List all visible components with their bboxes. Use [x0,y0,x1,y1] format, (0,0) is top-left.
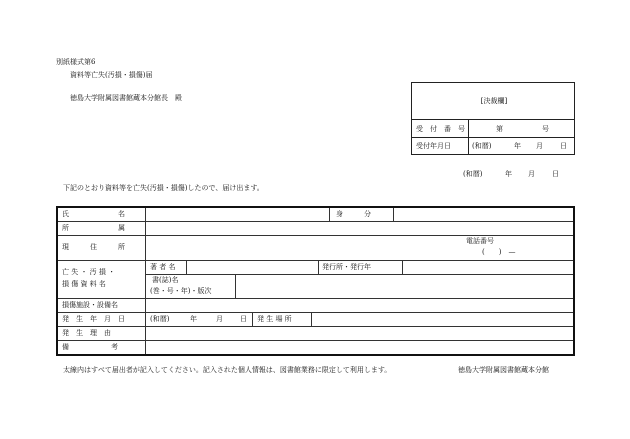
rule [329,208,330,221]
occurrence-place-label: 発 生 場 所 [257,315,292,323]
rule [58,298,573,299]
receipt-date-era: (和暦) [472,142,492,150]
rule [186,260,187,274]
rule [58,312,573,313]
decision-divider [468,120,469,155]
rule [58,326,573,327]
footer-issuer: 徳島大学附属図書館蔵本分館 [458,366,549,374]
status-label: 身 分 [336,210,371,218]
material-label-line-1: 亡 失 ・ 汚 損 ・ [62,268,116,276]
rule [145,274,573,275]
intro-text: 下記のとおり資料等を亡失(汚損・損傷)したので、届け出ます。 [63,184,264,192]
receipt-date-row [412,138,574,155]
author-label: 著 者 名 [150,263,176,271]
rule [402,260,403,274]
report-form [56,206,575,356]
reason-label: 発 生 理 由 [62,329,111,337]
form-number: 別紙様式第6 [56,58,96,66]
receipt-number-suffix: 号 [542,125,549,133]
rule [252,312,253,326]
receipt-date-year: 年 [514,142,521,150]
occurrence-date-day: 日 [240,315,247,323]
rule [58,340,573,341]
receipt-date-label: 受付年月日 [416,142,451,150]
submission-date-month: 月 [528,170,535,178]
rule [58,260,573,261]
footer-note: 太線内はすべて届出者が記入してください。記入された個人情報は、図書館業務に限定して利用します。 [63,366,392,374]
submission-date-year: 年 [505,170,512,178]
receipt-number-prefix: 第 [496,125,503,133]
decision-box [411,82,575,155]
title-label-line-2: (巻・号・年)・版次 [150,287,212,295]
affiliation-label: 所 属 [62,224,125,232]
receipt-date-month: 月 [536,142,543,150]
publisher-label: 発行所・発行年 [322,263,371,271]
receipt-number-row [412,120,574,138]
material-label-line-2: 損 傷 資 料 名 [62,280,106,288]
submission-date-day: 日 [552,170,559,178]
rule [393,208,394,221]
rule [58,235,573,236]
phone-format: ( ) — [482,248,516,256]
receipt-date-day: 日 [560,142,567,150]
address-label: 現 住 所 [62,243,125,251]
decision-title: [決裁欄] [480,97,508,105]
title-label-line-1: 書(誌)名 [152,276,179,284]
label-column-divider [145,208,146,354]
phone-label: 電話番号 [466,237,494,245]
occurrence-date-era: (和暦) [150,315,170,323]
rule [235,274,236,298]
rule [311,312,312,326]
decision-header [412,83,574,120]
addressee: 徳島大学附属図書館蔵本分館長 殿 [70,94,182,102]
submission-date-era: (和暦) [463,170,483,178]
occurrence-date-year: 年 [190,315,197,323]
occurrence-date-label: 発 生 年 月 日 [62,315,125,323]
rule [58,221,573,222]
facility-label: 損傷施設・設備名 [62,301,118,309]
receipt-number-label: 受 付 番 号 [416,125,465,133]
occurrence-date-month: 月 [216,315,223,323]
rule [318,260,319,274]
remarks-label: 備 考 [62,343,118,351]
form-title: 資料等亡失(汚損・損傷)届 [70,71,153,79]
name-label: 氏 名 [62,210,125,218]
